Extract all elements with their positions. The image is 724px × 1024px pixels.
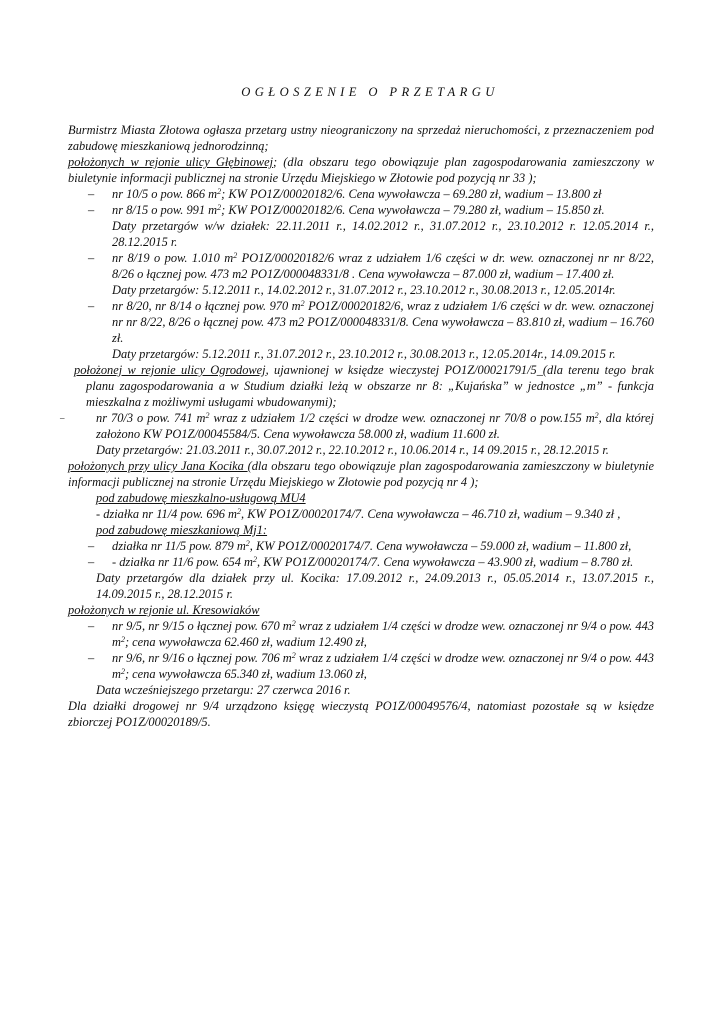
section-ogrodowa: położonej w rejonie ulicy Ogrodowej, ujawnionej w księdze wieczystej PO1Z/00021791/5_(dla terenu tego brak planu zagospodarowania a w Studium działki leżą w obszarze nr 8: „Kujańska” w jednostce „m” - funkcja mieszkalna z możliwymi usługami wbudowanymi); — [74, 363, 654, 409]
list-item: – nr 8/19 o pow. 1.010 $m^2$ PO1Z/00020182/6 wraz z udziałem 1/6 części w dr. wew. oznaczonej nr nr 8/22, 8/26 o łącznej pow. 473 m2 PO1Z/000048331/8 . Cena wywoławcza – 87.000 zł, wadium – 17.400 zł. — [88, 251, 654, 281]
section-heading: położonej w rejonie ulicy Ogrodowej — [74, 363, 266, 377]
section-heading: położonych w rejonie ul. Kresowiaków — [68, 603, 260, 617]
intro-paragraph: Burmistrz Miasta Złotowa ogłasza przetarg ustny nieograniczony na sprzedaż nieruchomości, z przeznaczeniem pod zabudowę mieszkaniową jednorodzinną; — [68, 123, 654, 153]
subheading-mu4: pod zabudowę mieszkalno-usługową MU4 — [96, 491, 306, 505]
list-item: - działka nr 11/4 pow. 696 $m^2$, KW PO1Z/00020174/7. Cena wywoławcza – 46.710 zł, wadium – 9.340 zł , — [96, 507, 621, 521]
announcement — [60, 84, 655, 730]
page-title: OGŁOSZENIE O PRZETARGU — [241, 85, 499, 99]
list-item: – nr 9/6, nr 9/16 o łącznej pow. 706 $m^2$ wraz z udziałem 1/4 części w drodze wew. oznaczonej nr 9/4 o pow. 443 $m^2$; cena wywoławcza 65.340 zł, wadium 13.060 zł, — [88, 651, 655, 681]
list-item: – nr 9/5, nr 9/15 o łącznej pow. 670 $m^2$ wraz z udziałem 1/4 części w drodze wew. oznaczonej nr 9/4 o pow. 443 $m^2$; cena wywoławcza 62.460 zł, wadium 12.490 zł, — [88, 619, 655, 649]
list-item: – nr 8/15 o pow. 991 $m^2$; KW PO1Z/00020182/6. Cena wywoławcza – 79.280 zł, wadium – 15.850 zł. — [88, 203, 605, 217]
list-item: – działka nr 11/5 pow. 879 $m^2$, KW PO1Z/00020174/7. Cena wywoławcza – 59.000 zł, wadium – 11.800 zł, — [88, 539, 632, 553]
section-kresowiakow — [68, 602, 654, 618]
section-heading: położonych w rejonie ulicy Głębinowej — [68, 155, 274, 169]
list-item: – nr 70/3 o pow. 741 $m^2$ wraz z udziałem 1/2 części w drodze wew. oznaczonej nr 70/8 o pow.155 $m^2$, dla której założono KW PO1Z/00045584/5. Cena wywoławcza 58.000 zł, wadium 11.600 zł. — [60, 411, 654, 441]
auction-dates: Data wcześniejszego przetargu: 27 czerwca 2016 r. — [96, 683, 351, 697]
subheading-mj1: pod zabudowę mieszkaniową Mj1: — [96, 523, 268, 537]
list-item: – nr 10/5 o pow. 866 $m^2$; KW PO1Z/00020182/6. Cena wywoławcza – 69.280 zł, wadium – 13.800 zł — [88, 187, 602, 201]
closing-paragraph: Dla działki drogowej nr 9/4 urządzono księgę wieczystą PO1Z/00049576/4, natomiast pozostałe są w księdze zbiorczej PO1Z/00020189/5. — [68, 699, 654, 729]
list-item: – nr 8/20, nr 8/14 o łącznej pow. 970 $m^2$ PO1Z/00020182/6, wraz z udziałem 1/6 części w dr. wew. oznaczonej nr nr 8/22, 8/26 o łącznej pow. 473 m2 PO1Z/000048331/8. Cena wywoławcza – 83.810 zł, wadium – 16.760 zł. — [88, 299, 654, 345]
list-item: – - działka nr 11/6 pow. 654 $m^2$, KW PO1Z/00020174/7. Cena wywoławcza – 43.900 zł, wadium – 8.780 zł. — [88, 555, 634, 569]
auction-dates: Daty przetargów: 21.03.2011 r., 30.07.2012 r., 22.10.2012 r., 10.06.2014 r., 14 09.2015 r., 28.12.2015 r. — [96, 443, 609, 457]
auction-dates: Daty przetargów w/w działek: 22.11.2011 r., 14.02.2012 r., 31.07.2012 r., 23.10.2012 r. 12.05.2014 r., 28.12.2015 r. — [112, 219, 654, 249]
section-kocika: położonych przy ulicy Jana Kocika (dla obszaru tego obowiązuje plan zagospodarowania zamieszczony w biuletynie informacji publicznej na stronie Urzędu Miejskiego w Złotowie pod pozycją nr 4 ); — [68, 459, 654, 489]
section-glebinowa: położonych w rejonie ulicy Głębinowej; (dla obszaru tego obowiązuje plan zagospodarowania zamieszczony w biuletynie informacji publicznej na stronie Urzędu Miejskiego w Złotowie pod pozycją nr 33 ); — [68, 155, 654, 185]
auction-dates: Daty przetargów: 5.12.2011 r., 31.07.2012 r., 23.10.2012 r., 30.08.2013 r., 12.05.2014r., 14.09.2015 r. — [112, 347, 616, 361]
auction-dates: Daty przetargów dla działek przy ul. Kocika: 17.09.2012 r., 24.09.2013 r., 05.05.2014 r., 13.07.2015 r., 14.09.2015 r., 28.12.2015 r. — [96, 571, 654, 601]
auction-dates: Daty przetargów: 5.12.2011 r., 14.02.2012 r., 31.07.2012 r., 23.10.2012 r., 30.08.2013 r., 12.05.2014r. — [112, 283, 616, 297]
section-heading: położonych przy ulicy Jana Kocika — [68, 459, 248, 473]
